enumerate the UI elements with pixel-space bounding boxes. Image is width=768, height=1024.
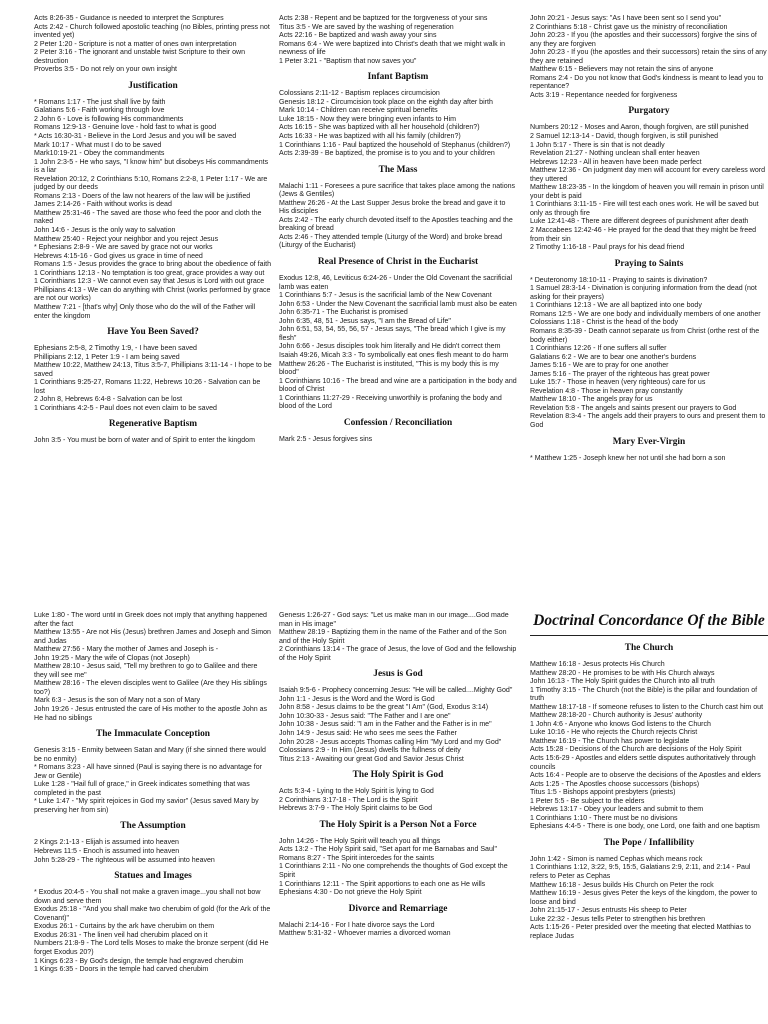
verse-entry: Titus 2:13 - Awaiting our great God and Savior Jesus Christ <box>279 755 464 763</box>
verse-entry: Romans 2:13 - Doers of the law not hearers of the law will be justified <box>34 192 251 200</box>
verse-entry: John 14:9 - Jesus said: He who sees me sees the Father <box>279 730 457 738</box>
verse-entry: Galatians 5:6 - Faith working through love <box>34 107 165 115</box>
verse-entry: Matthew 28:16 - The eleven disciples went to Galilee (Are they His siblings too?) <box>34 680 267 696</box>
verse-entry: Galatians 6:2 - We are to bear one another's burdens <box>530 353 697 361</box>
verse-entry: 1 Corinthians 1:10 - There must be no divisions <box>530 814 678 822</box>
verse-entry: Romans 6:4 - We were baptized into Christ's death that we might walk in newness of life <box>279 40 506 57</box>
verse-entry: Malachi 2:14-16 - For I hate divorce says the Lord <box>279 921 435 929</box>
verse-entry: Proverbs 3:5 - Do not rely on your own insight <box>34 66 177 74</box>
verse-entry: Acts 3:19 - Repentance needed for forgiveness <box>530 91 678 99</box>
verse-entry: Matthew 25:40 - Reject your neighbor and you reject Jesus <box>34 235 219 243</box>
section-heading: Purgatory <box>628 106 670 117</box>
verse-entry: 1 Peter 3:21 - "Baptism that now saves you" <box>279 57 417 65</box>
verse-entry: 1 Corinthians 11:27-29 - Receiving unworthily is profaning the body and blood of the Lord <box>279 394 502 411</box>
verse-entry: 1 Corinthians 9:25-27, Romans 11:22, Hebrews 10:26 - Salvation can be lost <box>34 379 261 395</box>
verse-entry: John 3:5 - You must be born of water and of Spirit to enter the kingdom <box>34 437 255 445</box>
verse-entry: Matthew 25:31-46 - The saved are those who feed the poor and cloth the naked <box>34 209 262 226</box>
verse-entry: John 20:28 - Jesus accepts Thomas calling Him "My Lord and my God" <box>279 738 502 746</box>
verse-entry: Matthew 27:56 - Mary the mother of James and Joseph is - <box>34 646 219 654</box>
verse-entry: Revelation 5:8 - The angels and saints present our prayers to God <box>530 404 737 412</box>
verse-entry: Romans 12:5 - We are one body and individually members of one another <box>530 310 761 318</box>
verse-entry: Colossians 2:9 - In Him (Jesus) dwells the fullness of deity <box>279 747 461 755</box>
verse-entry: John 14:6 - Jesus is the only way to salvation <box>34 227 176 235</box>
verse-entry: Romans 8:35-39 - Death cannot separate us from Christ (orthe rest of the body either) <box>530 327 760 344</box>
section-heading: The Assumption <box>120 821 186 832</box>
column-2 <box>279 15 517 563</box>
verse-entry: Luke 1:28 - "Hail full of grace," in Greek indicates something that was completed in the past <box>34 781 250 797</box>
verse-entry: Genesis 1:26-27 - God says: "Let us make man in our image....God made man in His image" <box>279 612 509 628</box>
column-3 <box>530 15 768 568</box>
column-1 <box>34 15 272 563</box>
verse-entry: Matthew 7:21 - [that's why] Only those who do the will of the Father will enter the kingdom <box>34 303 256 320</box>
section-heading: Real Presence of Christ in the Eucharist <box>317 257 479 268</box>
verse-entry: 2 Corinthians 13:14 - The grace of Jesus, the love of God and the fellowship of the Holy Spirit <box>279 646 517 662</box>
verse-entry: Mark 6:3 - Jesus is the son of Mary not a son of Mary <box>34 697 201 705</box>
verse-entry: Luke 18:15 - Now they were bringing even infants to Him <box>279 115 457 123</box>
section-heading: The Holy Spirit is God <box>352 770 444 781</box>
verse-entry: Hebrews 3:7-9 - The Holy Spirit claims to be God <box>279 805 433 813</box>
column-5 <box>279 612 517 1024</box>
verse-entry: Hebrews 11:5 - Enoch is assumed into heaven <box>34 848 180 856</box>
verse-entry: Exodus 12:8, 46, Leviticus 6:24-26 - Under the Old Covenant the sacrificial lamb was eaten <box>279 275 513 291</box>
verse-entry: Matthew 12:36 - On judgment day men will account for every careless word they uttered <box>530 167 766 183</box>
verse-entry: 1 Corinthians 12:13 - We are all baptized into one body <box>530 302 702 310</box>
title-divider <box>530 635 768 636</box>
verse-entry: Isaiah 9:5-6 - Prophecy concerning Jesus: "He will be called....Mighty God" <box>279 687 513 695</box>
verse-entry: Genesis 3:15 - Enmity between Satan and Mary (if she sinned there would be no enmity) <box>34 747 266 763</box>
verse-entry: John 20:23 - If you (the apostles and their successors) retain the sins of any they are retained <box>530 49 767 65</box>
verse-entry: Acts 2:42 - The early church devoted itself to the Apostles teaching and the breaking of bread <box>279 216 513 233</box>
verse-entry: Malachi 1:11 - Foresees a pure sacrifice that takes place among the nations (Jews & Gentiles) <box>279 182 516 199</box>
verse-entry: Exodus 25:18 - "And you shall make two cherubim of gold (for the Ark of the Covenant)" <box>34 906 271 922</box>
verse-entry: John 8:58 - Jesus claims to be the great "I Am" (God, Exodus 3:14) <box>279 704 489 712</box>
verse-entry: Romans 2:4 - Do you not know that God's kindness is meant to lead you to repentance? <box>530 74 764 91</box>
verse-entry: Matthew 26:26 - At the Last Supper Jesus broke the bread and gave it to His disciples <box>279 199 506 216</box>
verse-entry: Luke 15:7 - Those in heaven (very righteous) care for us <box>530 379 706 387</box>
verse-entry: Acts 16:15 - She was baptized with all her household (children?) <box>279 124 480 132</box>
section-heading: Praying to Saints <box>614 258 684 269</box>
verse-entry: John 6:53 - Under the New Covenant the sacrificial lamb must also be eaten <box>279 300 517 308</box>
section-heading: Infant Baptism <box>367 72 429 83</box>
verse-entry: 1 Timothy 3:15 - The Church (not the Bible) is the pillar and foundation of truth <box>530 686 758 703</box>
section-heading: Jesus is God <box>373 669 423 680</box>
verse-entry: Exodus 26:31 - The linen veil had cherubim placed on it <box>34 931 208 939</box>
verse-entry: Numbers 20:12 - Moses and Aaron, though forgiven, are still punished <box>530 124 749 132</box>
verse-entry: Titus 1:5 - Bishops appoint presbyters (priests) <box>530 789 676 797</box>
verse-entry: John 6:66 - Jesus disciples took him literally and He didn't correct them <box>279 343 501 351</box>
verse-entry: Acts 2:39-39 - Be baptized, the promise is to you and to your children <box>279 150 495 158</box>
verse-entry: 1 Corinthians 12:13 - No temptation is too great, grace provides a way out <box>34 269 265 277</box>
verse-entry: Matthew 18:10 - The angels pray for us <box>530 396 653 404</box>
verse-entry: Colossians 1:18 - Christ is the head of the body <box>530 319 679 327</box>
verse-entry: Acts 15:6-29 - Apostles and elders settle disputes authoritatively through councils <box>530 755 756 771</box>
verse-entry: John 16:13 - The Holy Spirit guides the Church into all truth <box>530 678 715 686</box>
verse-entry: Mark10:19-21 - Obey the commandments <box>34 150 165 158</box>
verse-entry: Genesis 18:12 - Circumcision took place on the eighth day after birth <box>279 98 493 106</box>
column-6 <box>530 612 768 1024</box>
verse-entry: Isaiah 49:26, Micah 3:3 - To symbolically eat ones flesh meant to do harm <box>279 351 509 359</box>
verse-entry: Matthew 16:19 - Jesus gives Peter the keys of the kingdom, the power to loose and bind <box>530 890 758 906</box>
section-heading: The Pope / Infallibility <box>603 837 695 848</box>
verse-entry: John 6:35-71 - The Eucharist is promised <box>279 309 408 317</box>
verse-entry: 1 Corinthians 5:7 - Jesus is the sacrificial lamb of the New Covenant <box>279 292 492 300</box>
verse-entry: Acts 15:28 - Decisions of the Church are decisions of the Holy Spirit <box>530 746 742 754</box>
verse-entry: John 21:15-17 - Jesus entrusts His sheep to Peter <box>530 907 687 915</box>
verse-entry: Luke 1:80 - The word until in Greek does not imply that anything happened after the fact <box>34 612 267 628</box>
verse-entry: Hebrews 4:15-16 - God gives us grace in time of need <box>34 252 203 260</box>
section-heading: The Mass <box>378 164 418 175</box>
verse-entry: Hebrews 12:23 - All in heaven have been made perfect <box>530 158 702 166</box>
verse-entry: 1 Corinthians 2:11 - No one comprehends the thoughts of God except the Spirit <box>279 863 508 880</box>
verse-entry: Phillipians 4:13 - We can do anything with Christ (works performed by grace are not our works) <box>34 286 271 303</box>
verse-entry: Acts 8:26-35 - Guidance is needed to interpret the Scriptures <box>34 15 224 22</box>
verse-entry: Mark 10:14 - Children can receive spiritual benefits <box>279 107 438 115</box>
verse-entry: Romans 12:9-13 - Genuine love - hold fast to what is good <box>34 124 217 132</box>
verse-entry: Acts 2:38 - Repent and be baptized for the forgiveness of your sins <box>279 15 488 22</box>
verse-entry: 1 Kings 6:23 - By God's design, the temple had engraved cherubim <box>34 957 244 965</box>
section-heading: Justification <box>128 80 178 91</box>
verse-entry: Matthew 10:22, Matthew 24:13, Titus 3:5-7, Phillipians 3:11-14 - I hope to be saved <box>34 362 272 378</box>
section-heading: Confession / Reconciliation <box>343 417 453 428</box>
verse-entry: 2 Kings 2:1-13 - Elijah is assumed into heaven <box>34 839 179 847</box>
verse-entry: Revelation 21:27 - Nothing unclean shall enter heaven <box>530 150 700 158</box>
verse-entry: * Luke 1:47 - "My spirit rejoices in God my savior" (Jesus saved Mary by preserving her from sin) <box>34 798 259 814</box>
section-heading: Divorce and Remarriage <box>348 903 448 914</box>
verse-entry: 2 Corinthians 5:18 - Christ gave us the ministry of reconciliation <box>530 23 728 31</box>
verse-entry: Titus 3:5 - We are saved by the washing of regeneration <box>279 23 454 31</box>
verse-entry: 1 Corinthians 12:11 - The Spirit apportions to each one as He wills <box>279 880 486 888</box>
verse-entry: Luke 10:16 - He who rejects the Church rejects Christ <box>530 729 698 737</box>
verse-entry: 1 Corinthians 3:11-15 - Fire will test each ones work. He will be saved but only as through fire <box>530 201 759 217</box>
verse-entry: 2 John 6 - Love is following His commandments <box>34 115 184 123</box>
verse-entry: 2 John 8, Hebrews 6:4-8 - Salvation can be lost <box>34 396 183 404</box>
verse-entry: Matthew 26:26 - The Eucharist is instituted, "This is my body this is my blood" <box>279 360 499 377</box>
verse-entry: John 14:26 - The Holy Spirit will teach you all things <box>279 837 441 845</box>
verse-entry: Revelation 8:3-4 - The angels add their prayers to ours and present them to God <box>530 413 766 429</box>
verse-entry: 2 Timothy 1:16-18 - Paul prays for his dead friend <box>530 244 685 252</box>
verse-entry: Numbers 21:8-9 - The Lord tells Moses to make the bronze serpent (did He forget Exodus 20?) <box>34 940 269 956</box>
verse-entry: Acts 16:33 - He was baptized with all his family (children?) <box>279 133 461 141</box>
verse-entry: Matthew 18:23-35 - In the kingdom of heaven you will remain in prison until your debt is paid <box>530 184 764 200</box>
verse-entry: James 5:16 - The prayer of the righteous has great power <box>530 370 710 378</box>
verse-entry: Mark 10:17 - What must I do to be saved <box>34 141 162 149</box>
verse-entry: * Deuteronomy 18:10-11 - Praying to saints is divination? <box>530 276 708 284</box>
verse-entry: John 6:51, 53, 54, 55, 56, 57 - Jesus says, "The bread which I give is my flesh" <box>279 326 506 342</box>
verse-entry: Romans 1:5 - Jesus provides the grace to bring about the obedience of faith <box>34 261 271 269</box>
section-heading: Regenerative Baptism <box>108 419 198 430</box>
verse-entry: 1 Corinthians 1:12, 3:22, 9:5, 15:5, Galatians 2:9, 2:11, and 2:14 - Paul refers to Peter as Cephas <box>530 864 751 881</box>
verse-entry: John 19:25 - Mary the wife of Clopas (not Joseph) <box>34 654 190 662</box>
verse-entry: Ephesians 4:30 - Do not grieve the Holy Spirit <box>279 889 422 897</box>
verse-entry: 1 Corinthians 10:16 - The bread and wine are a participation in the body and blood of Christ <box>279 377 517 394</box>
verse-entry: 1 Corinthians 4:2-5 - Paul does not even claim to be saved <box>34 404 217 412</box>
verse-entry: John 10:30-33 - Jesus said: "The Father and I are one" <box>279 712 451 720</box>
verse-entry: Acts 5:3-4 - Lying to the Holy Spirit is lying to God <box>279 788 434 796</box>
verse-entry: Ephesians 4:4-5 - There is one body, one Lord, one faith and one baptism <box>530 823 760 831</box>
verse-entry: Acts 13:2 - The Holy Spirit said, "Set apart for me Barnabas and Saul" <box>279 846 497 854</box>
verse-entry: Luke 22:32 - Jesus tells Peter to strengthen his brethren <box>530 915 706 923</box>
column-4 <box>34 612 272 1024</box>
verse-entry: 1 Samuel 28:3-14 - Divination is conjuring information from the dead (not asking for their prayers) <box>530 285 757 301</box>
section-heading: Mary Ever-Virgin <box>612 436 686 447</box>
document-title: Doctrinal Concordance Of the Bible <box>533 612 765 629</box>
section-heading: Have You Been Saved? <box>107 327 199 338</box>
verse-entry: 1 Corinthians 12:3 - We cannot even say that Jesus is Lord with out grace <box>34 278 265 286</box>
verse-entry: * Romans 3:23 - All have sinned (Paul is saying there is no advantage for Jew or Gentile) <box>34 764 262 780</box>
verse-entry: 2 Maccabees 12:42-46 - He prayed for the dead that they might be freed from their sin <box>530 227 757 243</box>
verse-entry: 1 John 2:3-5 - He who says, "I know him" but disobeys His commandments is a liar <box>34 158 269 175</box>
verse-entry: Colossians 2:11-12 - Baptism replaces circumcision <box>279 90 440 98</box>
verse-entry: Luke 12:41-48 - There are different degrees of punishment after death <box>530 218 749 226</box>
verse-entry: Matthew 16:18 - Jesus protects His Church <box>530 661 665 668</box>
verse-entry: Romans 8:27 - The Spirit intercedes for the saints <box>279 854 434 862</box>
verse-entry: Matthew 16:18 - Jesus builds His Church on Peter the rock <box>530 881 714 889</box>
verse-entry: John 1:1 - Jesus is the Word and the Word is God <box>279 695 435 703</box>
verse-entry: Matthew 16:19 - The Church has power to legislate <box>530 737 690 745</box>
verse-entry: Revelation 20:12, 2 Corinthians 5:10, Romans 2:2-8, 1 Peter 1:17 - We are judged by our deeds <box>34 175 268 192</box>
verse-entry: * Matthew 1:25 - Joseph knew her not until she had born a son <box>530 454 726 462</box>
verse-entry: Matthew 28:19 - Baptizing them in the name of the Father and of the Son and of the Holy Spirit <box>279 629 507 645</box>
section-heading: Statues and Images <box>114 871 192 882</box>
verse-entry: John 1:42 - Simon is named Cephas which means rock <box>530 855 703 863</box>
verse-entry: Matthew 5:31-32 - Whoever marries a divorced woman <box>279 930 451 938</box>
verse-entry: Matthew 6:15 - Believers may not retain the sins of anyone <box>530 66 714 74</box>
verse-entry: 1 Kings 6:35 - Doors in the temple had carved cherubim <box>34 966 209 974</box>
verse-entry: 1 Corinthians 12:26 - If one suffers all suffer <box>530 345 667 353</box>
verse-entry: Acts 22:16 - Be baptized and wash away your sins <box>279 32 437 40</box>
verse-entry: Acts 16:4 - People are to observe the decisions of the Apostles and elders <box>530 772 761 780</box>
verse-entry: * Romans 1:17 - The just shall live by faith <box>34 98 166 106</box>
section-heading: The Church <box>624 643 674 653</box>
verse-entry: Exodus 26:1 - Curtains by the ark have cherubim on them <box>34 923 215 931</box>
verse-entry: Acts 1:25 - The Apostles choose successors (bishops) <box>530 780 700 788</box>
verse-entry: John 19:26 - Jesus entrusted the care of His mother to the apostle John as He had no siblings <box>34 706 268 722</box>
verse-entry: James 2:14-26 - Faith without works is dead <box>34 201 172 209</box>
verse-entry: Ephesians 2:5-8, 2 Timothy 1:9, - I have been saved <box>34 345 197 353</box>
verse-entry: John 20:23 - If you (the apostles and their successors) forgive the sins of any they are forgiven <box>530 32 757 48</box>
verse-entry: Phillipians 2:12, 1 Peter 1:9 - I am being saved <box>34 353 180 361</box>
verse-entry: Matthew 28:20 - He promises to be with His Church always <box>530 669 715 677</box>
verse-entry: Matthew 13:55 - Are not His (Jesus) brethren James and Joseph and Simon and Judas <box>34 629 271 645</box>
verse-entry: Matthew 18:17-18 - If someone refuses to listen to the Church cast him out <box>530 703 764 711</box>
verse-entry: Matthew 28:18-20 - Church authority is Jesus' authority <box>530 712 703 720</box>
verse-entry: Acts 2:42 - Church followed apostolic teaching (no Bibles, printing press not invented yet) <box>34 23 270 40</box>
verse-entry: Mark 2:5 - Jesus forgives sins <box>279 435 373 443</box>
verse-entry: 2 Samuel 12:13-14 - David, though forgiven, is still punished <box>530 133 719 141</box>
verse-entry: John 5:28-29 - The righteous will be assumed into heaven <box>34 856 215 864</box>
verse-entry: 2 Corinthians 3:17-18 - The Lord is the Spirit <box>279 796 418 804</box>
verse-entry: * Acts 16:30-31 - Believe in the Lord Jesus and you will be saved <box>34 133 237 141</box>
verse-entry: John 10:38 - Jesus said: "I am in the Father and the Father is in me" <box>279 721 492 729</box>
verse-entry: Hebrews 13:17 - Obey your leaders and submit to them <box>530 806 704 814</box>
verse-entry: * Exodus 20:4-5 - You shall not make a graven image...you shall not bow down and serve them <box>34 889 261 905</box>
verse-entry: John 20:21 - Jesus says: "As I have been sent so I send you" <box>530 15 722 22</box>
verse-entry: 2 Peter 1:20 - Scripture is not a matter of ones own interpretation <box>34 40 237 48</box>
verse-entry: Acts 1:15-26 - Peter presided over the meeting that elected Matthias to replace Judas <box>530 924 751 940</box>
verse-entry: 1 John 5:17 - There is sin that is not deadly <box>530 141 665 149</box>
verse-entry: John 6:35, 48, 51 - Jesus says, "I am the Bread of Life" <box>279 317 451 325</box>
verse-entry: 2 Peter 3:16 - The ignorant and unstable twist Scripture to their own destruction <box>34 49 246 65</box>
verse-entry: Acts 2:46 - They attended temple (Liturgy of the Word) and broke bread (Liturgy of the Eucharist) <box>279 233 503 250</box>
verse-entry: 1 Peter 5:5 - Be subject to the elders <box>530 797 645 805</box>
verse-entry: * Ephesians 2:8-9 - We are saved by grace not our works <box>34 244 213 252</box>
section-heading: The Holy Spirit is a Person Not a Force <box>319 819 477 830</box>
verse-entry: 1 Corinthians 1:16 - Paul baptized the household of Stephanus (children?) <box>279 141 511 149</box>
verse-entry: 1 John 4:6 - Anyone who knows God listens to the Church <box>530 720 711 728</box>
verse-entry: Matthew 28:10 - Jesus said, "Tell my brethren to go to Galilee and there they will see me" <box>34 663 258 679</box>
verse-entry: Revelation 4:8 - Those in heaven pray constantly <box>530 387 683 395</box>
verse-entry: James 5:16 - We are to pray for one another <box>530 362 669 370</box>
section-heading: The Immaculate Conception <box>95 729 211 740</box>
